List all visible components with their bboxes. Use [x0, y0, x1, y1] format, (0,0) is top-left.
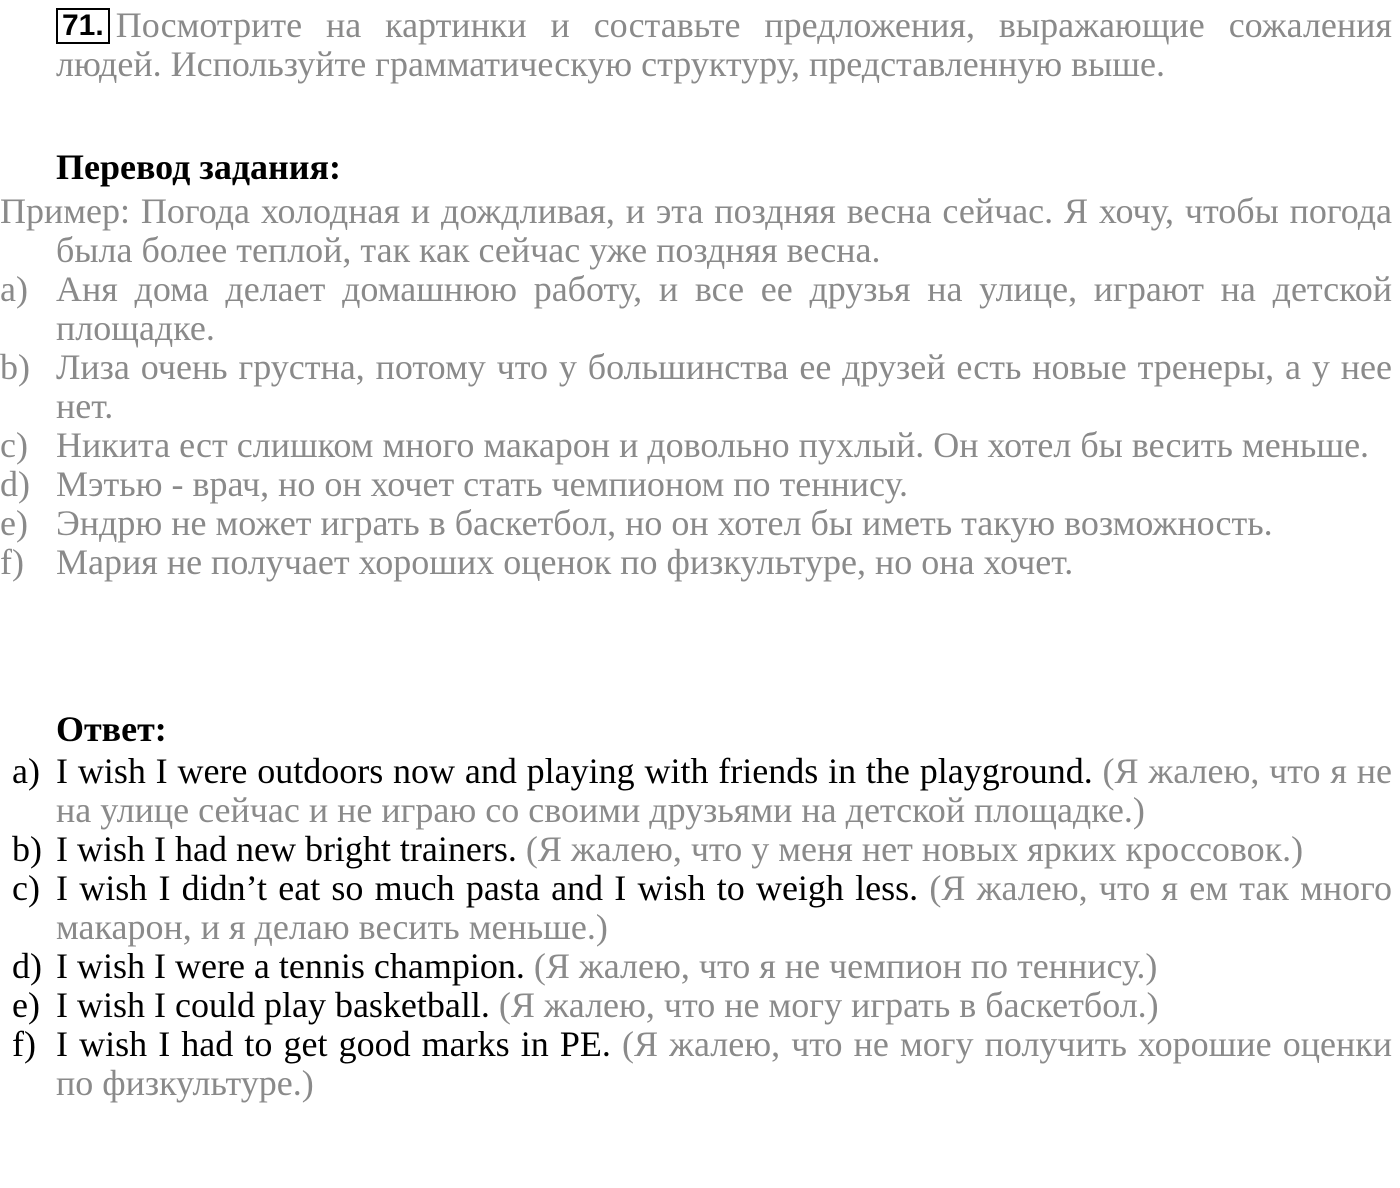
task-statement: [56, 6, 1392, 84]
answer-english: I wish I had new bright trainers.: [56, 829, 517, 869]
answer-item: [12, 751, 1393, 830]
translation-item-text: Никита ест слишком много макарон и довольно пухлый. Он хотел бы весить меньше.: [56, 425, 1370, 465]
task-text: Посмотрите на картинки и составьте предложения, выражающие сожаления людей. Используйте грамматическую структуру, представленную выше.: [56, 5, 1392, 84]
answer-russian: (Я жалею, что я не на улице сейчас и не играю со своими друзьями на детской площадке.): [56, 751, 1393, 830]
answer-english: I wish I didn’t eat so much pasta and I wish to weigh less.: [56, 868, 919, 908]
translation-item: [0, 503, 1392, 543]
answer-marker: a): [12, 751, 40, 791]
translation-item: [0, 269, 1392, 348]
task-number-box: 71.: [56, 8, 110, 44]
translation-item: [0, 464, 1392, 504]
answer-english: I wish I had to get good marks in PE.: [56, 1024, 611, 1064]
answer-english: I wish I were a tennis champion.: [56, 946, 525, 986]
answer-item: [12, 829, 1392, 869]
translation-marker: f): [0, 542, 24, 582]
translation-marker: a): [0, 269, 28, 309]
answer-item: [12, 985, 1392, 1025]
answer-marker: f): [12, 1024, 36, 1064]
answer-russian: (Я жалею, что не могу играть в баскетбол.): [498, 985, 1159, 1025]
translation-item: [0, 347, 1392, 426]
answer-marker: b): [12, 829, 42, 869]
translation-marker: c): [0, 425, 28, 465]
translation-item-text: Аня дома делает домашнюю работу, и все ее друзья на улице, играют на детской площадке.: [56, 269, 1392, 348]
translation-marker: d): [0, 464, 30, 504]
translation-item: [0, 425, 1392, 465]
answer-heading: Ответ:: [56, 709, 167, 749]
translation-list: [0, 191, 1392, 582]
answer-list: [12, 751, 1393, 1103]
answer-russian: (Я жалею, что я не чемпион по теннису.): [533, 946, 1158, 986]
answer-item: [12, 946, 1392, 986]
answer-russian: (Я жалею, что я ем так много макарон, и я делаю весить меньше.): [56, 868, 1393, 947]
translation-heading: Перевод задания:: [56, 147, 341, 187]
translation-item-text: Эндрю не может играть в баскетбол, но он хотел бы иметь такую возможность.: [56, 503, 1273, 543]
answer-english: I wish I were outdoors now and playing with friends in the playground.: [56, 751, 1093, 791]
answer-russian: (Я жалею, что не могу получить хорошие оценки по физкультуре.): [56, 1024, 1393, 1103]
translation-item: [0, 542, 1392, 582]
translation-example-text: Пример: Погода холодная и дождливая, и эта поздняя весна сейчас. Я хочу, чтобы погода была более теплой, так как сейчас уже поздняя весна.: [0, 191, 1392, 270]
translation-item-text: Мария не получает хороших оценок по физкультуре, но она хочет.: [56, 542, 1074, 582]
answer-marker: e): [12, 985, 40, 1025]
answer-marker: c): [12, 868, 40, 908]
translation-item-text: Мэтью - врач, но он хочет стать чемпионом по теннису.: [56, 464, 908, 504]
translation-example: [0, 192, 1392, 270]
answer-english: I wish I could play basketball.: [56, 985, 490, 1025]
translation-marker: e): [0, 503, 28, 543]
translation-marker: b): [0, 347, 30, 387]
answer-marker: d): [12, 946, 42, 986]
answer-item: [12, 868, 1393, 947]
answer-item: [12, 1024, 1393, 1103]
translation-item-text: Лиза очень грустна, потому что у большинства ее друзей есть новые тренеры, а у нее нет.: [56, 347, 1392, 426]
answer-russian: (Я жалею, что у меня нет новых ярких кроссовок.): [525, 829, 1304, 869]
